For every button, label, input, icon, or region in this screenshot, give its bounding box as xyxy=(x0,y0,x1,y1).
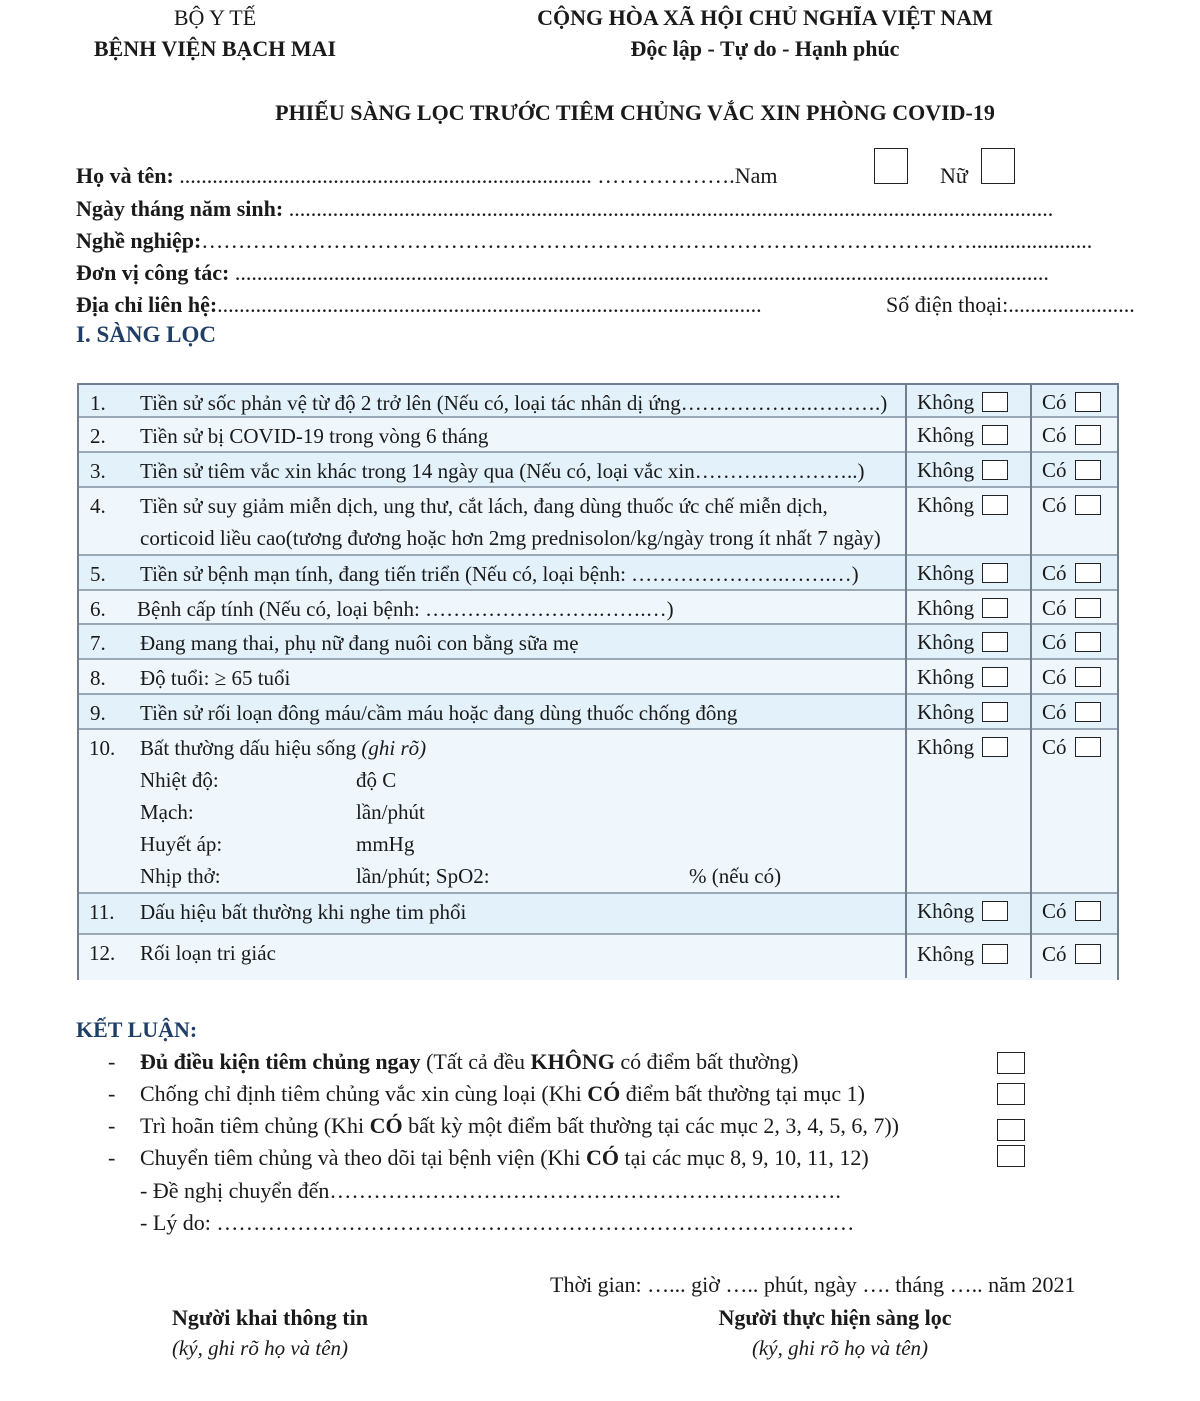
name-dots: ........................................................................... ………………. xyxy=(173,163,735,188)
no-option[interactable] xyxy=(917,697,1008,727)
yes-label: Có xyxy=(1042,942,1067,966)
conclusion-text: (Tất cả đều xyxy=(420,1049,531,1074)
row-question xyxy=(140,697,737,729)
vital-label: Nhịp thở: xyxy=(140,864,221,888)
yes-option[interactable] xyxy=(1042,558,1101,588)
address-field[interactable] xyxy=(76,292,762,318)
row-question xyxy=(140,896,466,928)
question-text: Bất thường dấu hiệu sống xyxy=(140,736,357,760)
no-checkbox[interactable] xyxy=(982,598,1008,618)
male-checkbox[interactable] xyxy=(874,148,908,184)
yes-label: Có xyxy=(1042,630,1067,654)
declarant-title: Người khai thông tin xyxy=(172,1305,368,1330)
female-checkbox[interactable] xyxy=(981,148,1015,184)
dob-field[interactable] xyxy=(76,196,1053,222)
yes-checkbox[interactable] xyxy=(1075,702,1101,722)
conclusion-title: KẾT LUẬN: xyxy=(76,1017,198,1042)
row-number: 5. xyxy=(90,562,106,586)
workplace-field[interactable] xyxy=(76,260,1049,286)
row-number: 8. xyxy=(90,666,106,690)
row-question xyxy=(140,732,426,764)
conclusion-item xyxy=(108,1049,798,1075)
row-question xyxy=(140,937,276,969)
no-checkbox[interactable] xyxy=(982,737,1008,757)
row-number: 2. xyxy=(90,424,106,448)
conclusion-text: tại các mục 8, 9, 10, 11, 12) xyxy=(619,1145,869,1170)
no-checkbox[interactable] xyxy=(982,425,1008,445)
ministry-name: BỘ Y TẾ xyxy=(173,5,257,30)
address-dots: ................................................................................................... xyxy=(217,292,762,317)
row-number: 9. xyxy=(90,701,106,725)
no-label: Không xyxy=(917,390,975,414)
yes-label: Có xyxy=(1042,493,1067,517)
conclusion-item xyxy=(108,1113,899,1139)
vital-label: Huyết áp: xyxy=(140,832,223,856)
no-checkbox[interactable] xyxy=(982,495,1008,515)
screening-row xyxy=(79,894,1117,935)
question-text: Tiền sử rối loạn đông máu/cầm máu hoặc đang dùng thuốc chống đông xyxy=(140,701,738,725)
no-option[interactable] xyxy=(917,896,1008,926)
no-option[interactable] xyxy=(917,732,1008,762)
yes-label: Có xyxy=(1042,700,1067,724)
question-note: (ghi rõ) xyxy=(361,736,427,760)
no-option[interactable] xyxy=(917,662,1008,692)
nation-name: CỘNG HÒA XÃ HỘI CHỦ NGHĨA VIỆT NAM xyxy=(537,5,993,30)
no-checkbox[interactable] xyxy=(982,944,1008,964)
no-label: Không xyxy=(917,942,975,966)
question-text: Tiền sử sốc phản vệ từ độ 2 trở lên (Nếu có, loại tác nhân dị ứng……………….……….) xyxy=(140,391,888,415)
phone-field[interactable] xyxy=(886,292,1135,318)
no-label: Không xyxy=(917,700,975,724)
column-divider xyxy=(905,385,907,978)
form-title: PHIẾU SÀNG LỌC TRƯỚC TIÊM CHỦNG VẮC XIN PHÒNG COVID-19 xyxy=(275,100,995,125)
yes-checkbox[interactable] xyxy=(1075,632,1101,652)
vital-unit[interactable]: lần/phút xyxy=(356,800,425,824)
vital-extra: % (nếu có) xyxy=(689,864,782,888)
conclusion-text: CÓ xyxy=(369,1113,403,1138)
bullet-dash: - xyxy=(108,1081,116,1106)
section-screening-title: I. SÀNG LỌC xyxy=(76,322,216,347)
bullet-dash: - xyxy=(108,1113,116,1138)
no-label: Không xyxy=(917,899,975,923)
screening-row xyxy=(79,385,1117,418)
no-option[interactable] xyxy=(917,420,1008,450)
question-text: Tiền sử suy giảm miễn dịch, ung thư, cắt lách, đang dùng thuốc ức chế miễn dịch, xyxy=(140,494,828,518)
screening-row xyxy=(79,660,1117,695)
row-question xyxy=(140,455,864,487)
yes-checkbox[interactable] xyxy=(1075,944,1101,964)
question-text: Dấu hiệu bất thường khi nghe tim phổi xyxy=(140,900,467,924)
no-option[interactable] xyxy=(917,939,1008,969)
yes-option[interactable] xyxy=(1042,627,1101,657)
row-number: 3. xyxy=(90,459,106,483)
conclusion-checkbox[interactable] xyxy=(997,1145,1025,1167)
yes-checkbox[interactable] xyxy=(1075,598,1101,618)
screening-row xyxy=(79,625,1117,660)
bullet-dash: - xyxy=(108,1049,116,1074)
conclusion-text: Chuyển tiêm chủng và theo dõi tại bệnh viện (Khi xyxy=(140,1145,587,1170)
row-number: 1. xyxy=(90,391,106,415)
screener-title: Người thực hiện sàng lọc xyxy=(718,1305,952,1330)
conclusion-text: bất kỳ một điểm bất thường tại các mục 2, 3, 4, 5, 6, 7)) xyxy=(402,1113,900,1138)
vital-unit[interactable]: lần/phút; SpO2: xyxy=(356,864,490,888)
screening-row xyxy=(79,453,1117,488)
vital-label: Mạch: xyxy=(140,800,194,824)
yes-option[interactable] xyxy=(1042,732,1101,762)
question-text: Tiền sử tiêm vắc xin khác trong 14 ngày qua (Nếu có, loại vắc xin……….…………..) xyxy=(140,459,865,483)
question-text: Đang mang thai, phụ nữ đang nuôi con bằng sữa mẹ xyxy=(140,631,579,655)
yes-option[interactable] xyxy=(1042,662,1101,692)
question-text: Tiền sử bị COVID-19 trong vòng 6 tháng xyxy=(140,424,489,448)
no-checkbox[interactable] xyxy=(982,632,1008,652)
yes-option[interactable] xyxy=(1042,939,1101,969)
job-dots: ……………………………………………………………………………………………...................... xyxy=(201,228,1093,253)
time-line[interactable]: Thời gian: …... giờ ….. phút, ngày …. tháng ….. năm 2021 xyxy=(550,1272,1076,1297)
yes-label: Có xyxy=(1042,458,1067,482)
row-question xyxy=(137,593,674,625)
row-question xyxy=(140,490,828,522)
no-label: Không xyxy=(917,596,975,620)
screening-row xyxy=(79,591,1117,625)
no-label: Không xyxy=(917,630,975,654)
vital-label: Nhiệt độ: xyxy=(140,768,219,792)
conclusion-text: CÓ xyxy=(587,1081,621,1106)
job-field[interactable] xyxy=(76,228,1092,254)
hospital-name: BỆNH VIỆN BẠCH MAI xyxy=(93,36,337,61)
yes-option[interactable] xyxy=(1042,420,1101,450)
no-checkbox[interactable] xyxy=(982,702,1008,722)
screening-row xyxy=(79,730,1117,894)
yes-label: Có xyxy=(1042,423,1067,447)
yes-option[interactable] xyxy=(1042,490,1101,520)
screening-row xyxy=(79,488,1117,556)
conclusion-text: Trì hoãn tiêm chủng (Khi xyxy=(140,1113,370,1138)
conclusion-checkbox[interactable] xyxy=(997,1083,1025,1105)
no-option[interactable] xyxy=(917,455,1008,485)
no-option[interactable] xyxy=(917,490,1008,520)
conclusion-text: Đủ điều kiện tiêm chủng ngay xyxy=(140,1049,421,1074)
conclusion-checkbox[interactable] xyxy=(997,1052,1025,1074)
screening-row xyxy=(79,935,1117,980)
male-label: Nam xyxy=(734,163,778,188)
yes-checkbox[interactable] xyxy=(1075,667,1101,687)
referral-line[interactable]: - Đề nghị chuyển đến……………………………………………………………. xyxy=(140,1178,841,1203)
screening-row xyxy=(79,418,1117,453)
conclusion-checkbox[interactable] xyxy=(997,1119,1025,1141)
no-label: Không xyxy=(917,735,975,759)
reason-line[interactable]: - Lý do: …………………………………………………………………………… xyxy=(140,1210,855,1235)
name-field[interactable] xyxy=(76,163,778,189)
yes-option[interactable] xyxy=(1042,896,1101,926)
conclusion-text: Chống chỉ định tiêm chủng vắc xin cùng loại (Khi xyxy=(140,1081,588,1106)
dob-dots: ........................................................................................................................................... xyxy=(283,196,1054,221)
yes-option[interactable] xyxy=(1042,387,1101,417)
bullet-dash: - xyxy=(108,1145,116,1170)
row-question xyxy=(140,662,290,694)
yes-checkbox[interactable] xyxy=(1075,737,1101,757)
dob-label: Ngày tháng năm sinh: xyxy=(76,196,284,221)
screening-table xyxy=(77,383,1119,980)
no-checkbox[interactable] xyxy=(982,392,1008,412)
yes-checkbox[interactable] xyxy=(1075,425,1101,445)
no-label: Không xyxy=(917,493,975,517)
row-question xyxy=(140,627,579,659)
vital-unit[interactable]: mmHg xyxy=(356,832,415,856)
row-number: 11. xyxy=(89,900,115,924)
address-label: Địa chỉ liên hệ: xyxy=(76,292,218,317)
no-label: Không xyxy=(917,561,975,585)
yes-option[interactable] xyxy=(1042,593,1101,623)
yes-checkbox[interactable] xyxy=(1075,563,1101,583)
conclusion-text: điểm bất thường tại mục 1) xyxy=(620,1081,865,1106)
yes-label: Có xyxy=(1042,735,1067,759)
row-number: 7. xyxy=(90,631,106,655)
yes-option[interactable] xyxy=(1042,455,1101,485)
screener-note: (ký, ghi rõ họ và tên) xyxy=(751,1336,929,1360)
conclusion-text: KHÔNG xyxy=(530,1049,615,1074)
yes-option[interactable] xyxy=(1042,697,1101,727)
no-option[interactable] xyxy=(917,387,1008,417)
row-question xyxy=(140,420,488,452)
job-label: Nghề nghiệp: xyxy=(76,228,202,253)
row-number: 12. xyxy=(89,941,116,965)
phone-dots: ....................... xyxy=(1008,292,1135,317)
row-question xyxy=(140,387,887,419)
yes-label: Có xyxy=(1042,561,1067,585)
yes-label: Có xyxy=(1042,596,1067,620)
yes-checkbox[interactable] xyxy=(1075,495,1101,515)
female-label: Nữ xyxy=(940,163,968,188)
no-label: Không xyxy=(917,665,975,689)
yes-checkbox[interactable] xyxy=(1075,392,1101,412)
screening-row xyxy=(79,556,1117,591)
yes-label: Có xyxy=(1042,899,1067,923)
no-option[interactable] xyxy=(917,627,1008,657)
no-label: Không xyxy=(917,423,975,447)
no-label: Không xyxy=(917,458,975,482)
name-label: Họ và tên: xyxy=(76,163,174,188)
question-text: Tiền sử bệnh mạn tính, đang tiến triển (Nếu có, loại bệnh: ………………….…….…) xyxy=(140,562,859,586)
yes-label: Có xyxy=(1042,390,1067,414)
phone-label: Số điện thoại: xyxy=(886,292,1009,317)
screening-row xyxy=(79,695,1117,730)
workplace-label: Đơn vị công tác: xyxy=(76,260,230,285)
vital-unit[interactable]: độ C xyxy=(356,768,397,792)
national-motto: Độc lập - Tự do - Hạnh phúc xyxy=(630,36,900,61)
column-divider xyxy=(1030,385,1032,978)
no-option[interactable] xyxy=(917,558,1008,588)
row-number: 10. xyxy=(89,736,116,760)
workplace-dots: .................................................................................................................................................... xyxy=(229,260,1049,285)
question-text: Bệnh cấp tính (Nếu có, loại bệnh: …………………….…….…) xyxy=(137,597,674,621)
conclusion-item xyxy=(108,1145,869,1171)
yes-label: Có xyxy=(1042,665,1067,689)
row-number: 4. xyxy=(90,494,106,518)
no-checkbox[interactable] xyxy=(982,460,1008,480)
conclusion-text: CÓ xyxy=(586,1145,620,1170)
row-question xyxy=(140,558,859,590)
no-checkbox[interactable] xyxy=(982,901,1008,921)
conclusion-text: có điểm bất thường) xyxy=(614,1049,799,1074)
no-checkbox[interactable] xyxy=(982,667,1008,687)
declarant-note: (ký, ghi rõ họ và tên) xyxy=(171,1336,349,1360)
question-text-continued: corticoid liều cao(tương đương hoặc hơn 2mg prednisolon/kg/ngày trong ít nhất 7 ngày) xyxy=(140,526,881,550)
no-option[interactable] xyxy=(917,593,1008,623)
conclusion-item xyxy=(108,1081,865,1107)
no-checkbox[interactable] xyxy=(982,563,1008,583)
yes-checkbox[interactable] xyxy=(1075,460,1101,480)
yes-checkbox[interactable] xyxy=(1075,901,1101,921)
question-text: Độ tuổi: ≥ 65 tuổi xyxy=(140,666,291,690)
question-text: Rối loạn tri giác xyxy=(140,941,276,965)
row-number: 6. xyxy=(90,597,106,621)
